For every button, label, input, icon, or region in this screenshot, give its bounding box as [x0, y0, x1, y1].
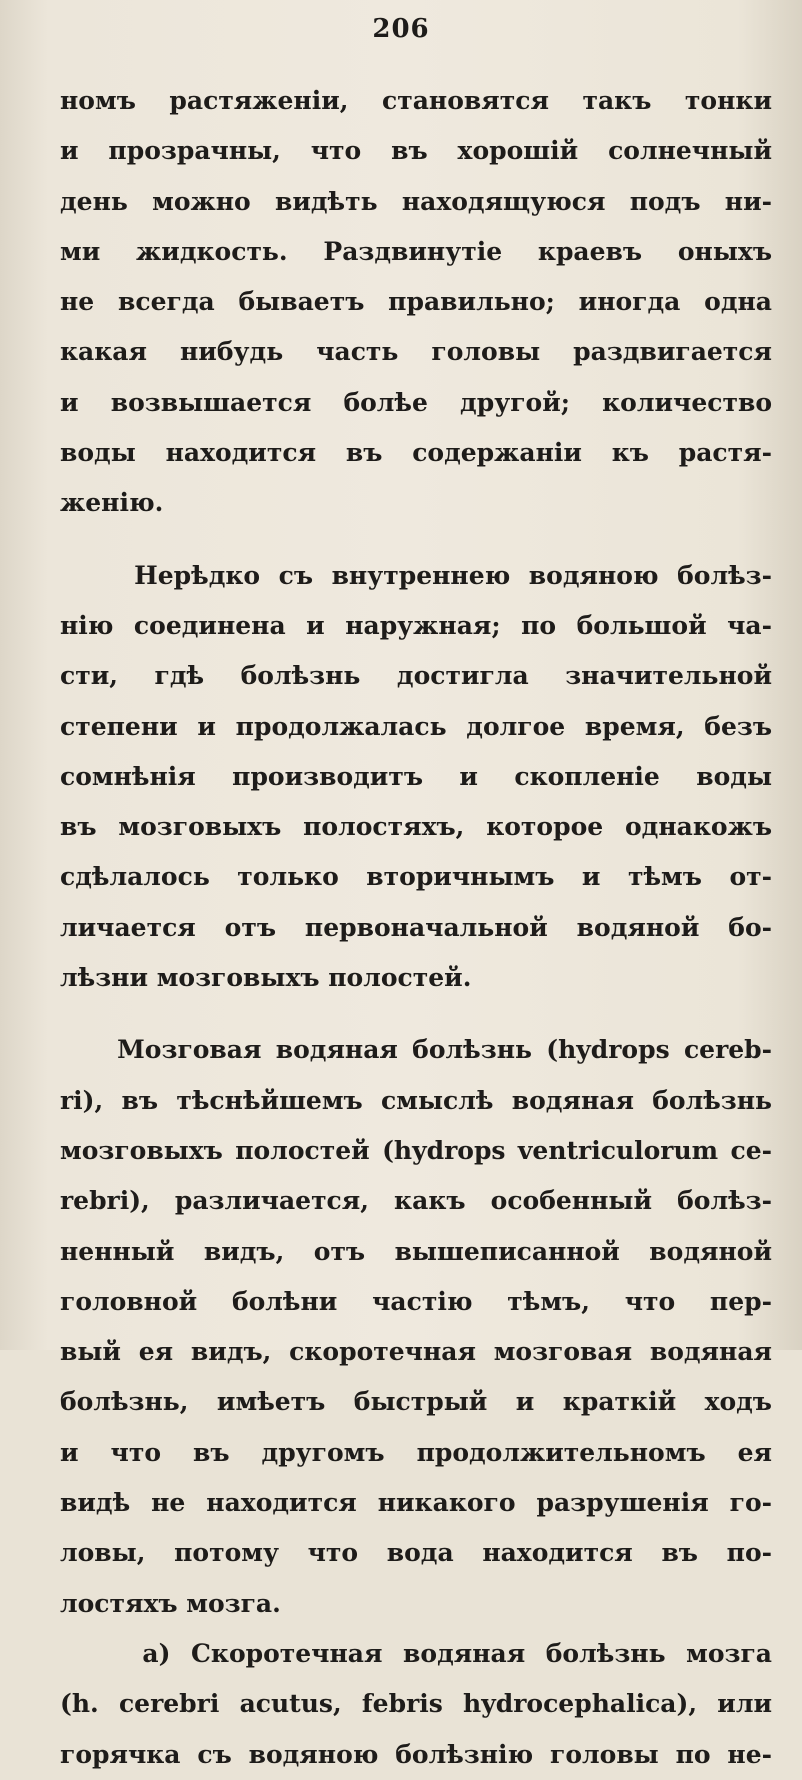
text-line: личается отъ первоначальной водяной бо-	[60, 912, 772, 942]
text-line: болѣзнь, имѣетъ быстрый и краткій ходъ	[60, 1387, 772, 1417]
text-line: мозговыхъ полостей (hydrops ventriculorum ce-	[60, 1135, 772, 1165]
text-line: воды находится въ содержаніи къ растя-	[60, 438, 772, 468]
text-line: видѣ не находится никакого разрушенія го-	[60, 1488, 772, 1518]
text-line: ri), въ тѣснѣйшемъ смыслѣ водяная болѣзнь	[60, 1085, 772, 1115]
text-line: и что въ другомъ продолжительномъ ея	[60, 1437, 772, 1467]
paragraph-4	[60, 1629, 772, 1780]
text-line: лѣзни мозговыхъ полостей.	[60, 963, 472, 993]
text-line: ми жидкость. Раздвинутіе краевъ оныхъ	[60, 236, 772, 266]
text-line: rebri), различается, какъ особенный болѣз-	[60, 1186, 772, 1216]
text-line: горячка съ водяною болѣзнію головы по не-	[60, 1739, 772, 1769]
paragraph-gap	[60, 529, 772, 551]
text-line: въ мозговыхъ полостяхъ, которое однакожъ	[60, 812, 772, 842]
paragraph-1	[60, 76, 772, 529]
body-text	[60, 76, 772, 1780]
text-line: ловы, потому что вода находится въ по-	[60, 1538, 772, 1568]
text-line: нію соединена и наружная; по большой ча-	[60, 610, 772, 640]
text-line: и прозрачны, что въ хорошій солнечный	[60, 136, 772, 166]
text-line: лостяхъ мозга.	[60, 1588, 281, 1618]
text-line: не всегда бываетъ правильно; иногда одна	[60, 287, 772, 317]
text-line: какая нибудь часть головы раздвигается	[60, 337, 772, 367]
text-line: головной болѣни частію тѣмъ, что пер-	[60, 1286, 772, 1316]
paragraph-gap	[60, 1003, 772, 1025]
text-line: и возвышается болѣе другой; количество	[60, 387, 772, 417]
text-line: сомнѣнія производитъ и скопленіе воды	[60, 761, 772, 791]
text-line: степени и продолжалась долгое время, безъ	[60, 711, 772, 741]
text-line: Мозговая водяная болѣзнь (hydrops cereb-	[60, 1035, 772, 1065]
text-line: женію.	[60, 488, 164, 518]
paragraph-3	[60, 1025, 772, 1629]
text-line: ненный видъ, отъ вышеписанной водяной	[60, 1236, 772, 1266]
paragraph-2	[60, 551, 772, 1004]
text-line: день можно видѣть находящуюся подъ ни-	[60, 186, 772, 216]
text-line: а) Скоротечная водяная болѣзнь мозга	[60, 1638, 772, 1668]
text-line: вый ея видъ, скоротечная мозговая водяная	[60, 1337, 772, 1367]
page-number: 206	[372, 14, 430, 44]
text-line: Нерѣдко съ внутреннею водяною болѣз-	[60, 560, 772, 590]
text-line: сти, гдѣ болѣзнь достигла значительной	[60, 661, 772, 691]
text-line: (h. cerebri acutus, febris hydrocephalica), или	[60, 1689, 772, 1719]
text-line: номъ растяженіи, становятся такъ тонки	[60, 86, 772, 115]
text-line: сдѣлалось только вторичнымъ и тѣмъ от-	[60, 862, 772, 892]
